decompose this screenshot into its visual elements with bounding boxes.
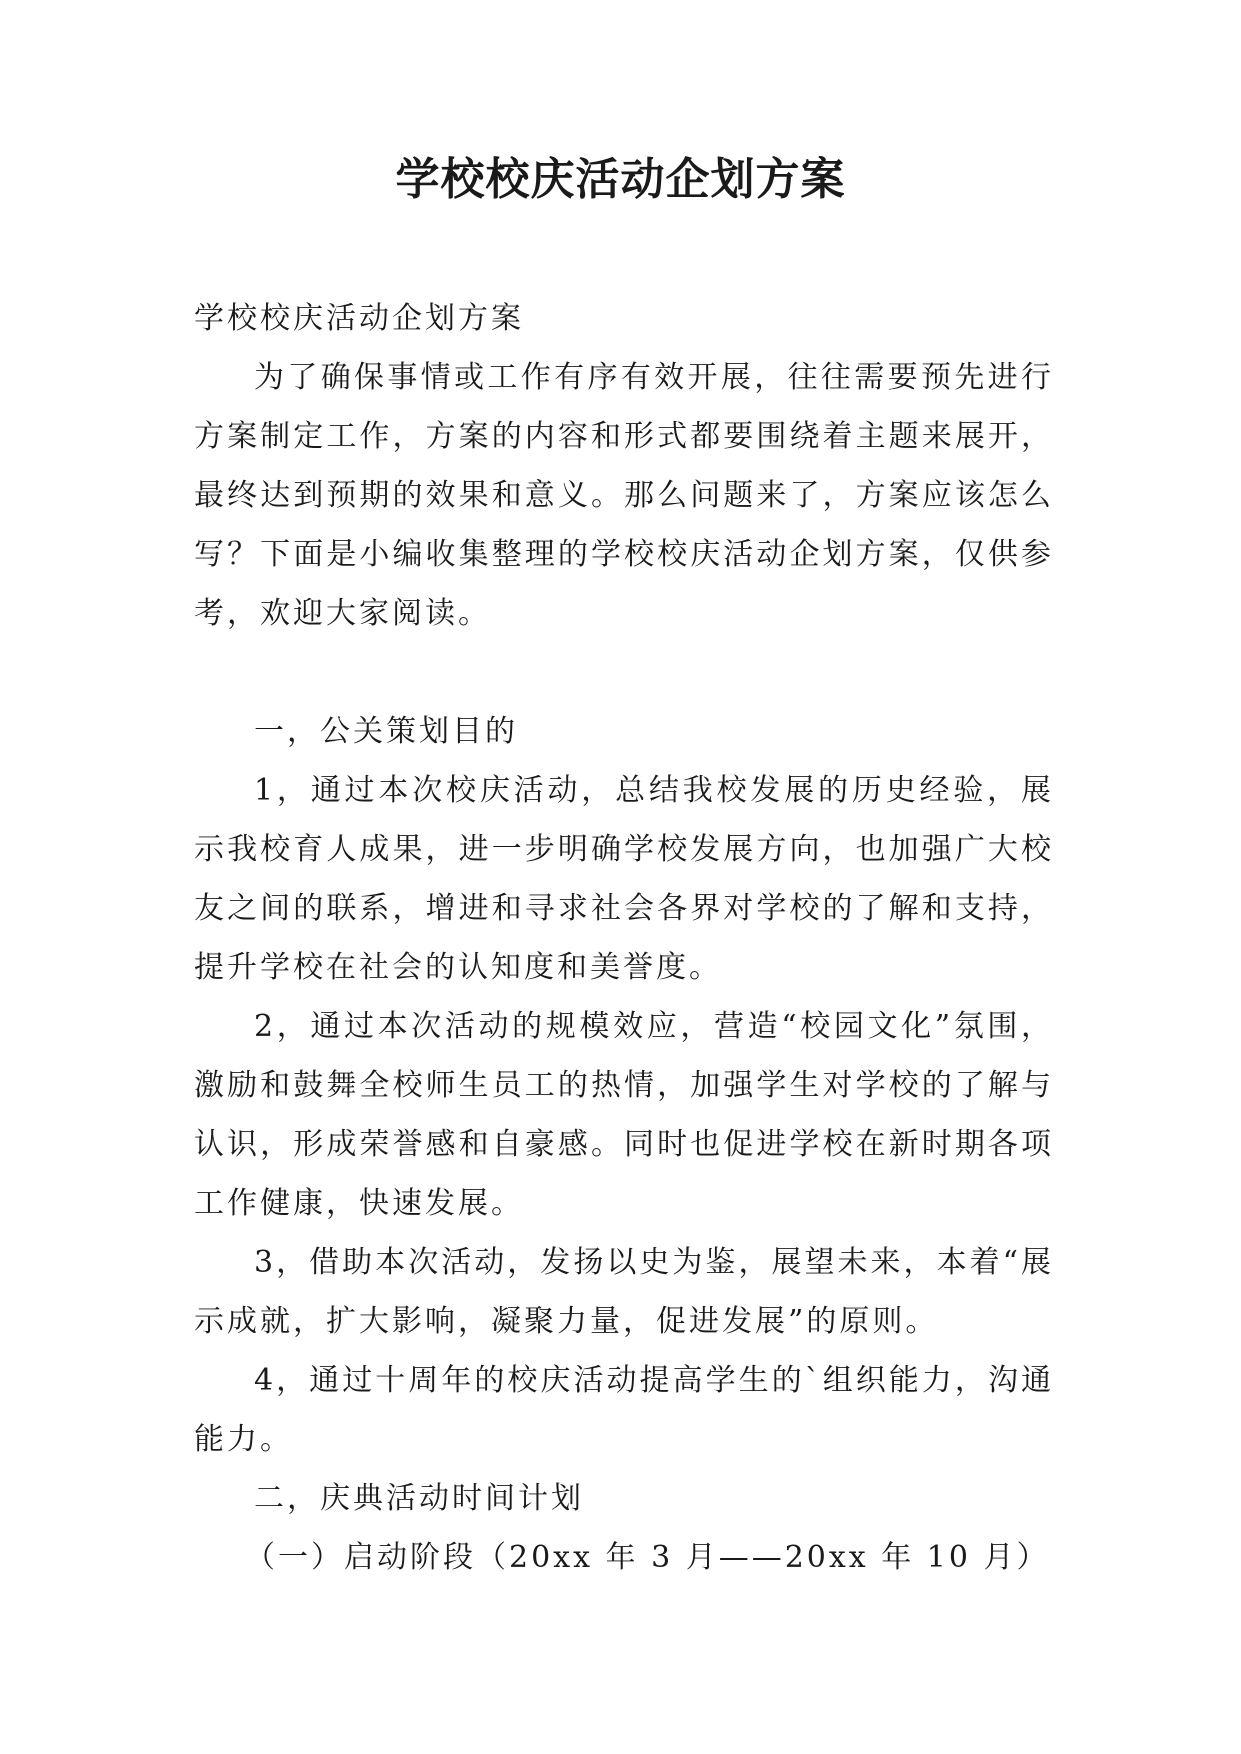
list-item-2: 2，通过本次活动的规模效应，营造“校园文化”氛围，激励和鼓舞全校师生员工的热情，加强学生对学校的了解与认识，形成荣誉感和自豪感。同时也促进学校在新时期各项工作健康，快速发展。 (194, 1009, 1054, 1221)
subsection-heading-1: （一）启动阶段（20xx 年 3 月——20xx 年 10 月） (245, 1540, 1050, 1575)
section-heading-2: 二，庆典活动时间计划 (254, 1481, 584, 1516)
list-item-3: 3，借助本次活动，发扬以史为鉴，展望未来，本着“展示成就，扩大影响，凝聚力量，促进发展”的原则。 (194, 1245, 1054, 1339)
document-title: 学校校庆活动企划方案 (395, 154, 846, 205)
document-body (194, 289, 1054, 1587)
subtitle-paragraph: 学校校庆活动企划方案 (194, 301, 524, 336)
section-heading-1: 一，公关策划目的 (254, 714, 518, 749)
intro-paragraph: 为了确保事情或工作有序有效开展，往往需要预先进行方案制定工作，方案的内容和形式都要围绕着主题来展开，最终达到预期的效果和意义。那么问题来了，方案应该怎么写？下面是小编收集整理的学校校庆活动企划方案，仅供参考，欢迎大家阅读。 (194, 360, 1054, 631)
list-item-1: 1，通过本次校庆活动，总结我校发展的历史经验，展示我校育人成果，进一步明确学校发展方向，也加强广大校友之间的联系，增进和寻求社会各界对学校的了解和支持，提升学校在社会的认知度和美誉度。 (194, 773, 1054, 985)
list-item-4: 4，通过十周年的校庆活动提高学生的`组织能力，沟通能力。 (194, 1363, 1054, 1457)
